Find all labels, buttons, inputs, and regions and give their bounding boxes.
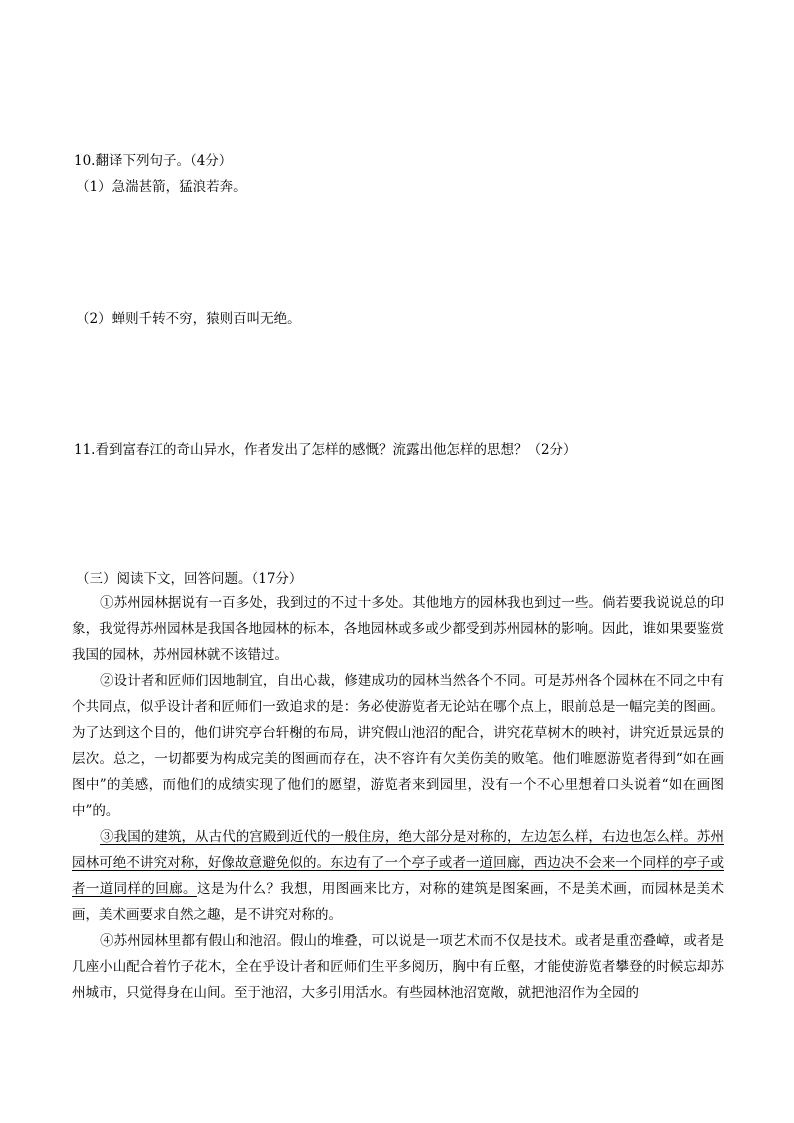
paragraph-1-text: ①苏州园林据说有一百多处，我到过的不过十多处。其他地方的园林我也到过一些。倘若要我说说总的印象，我觉得苏州园林是我国各地园林的标本，各地园林或多或少都受到苏州园林的影响。因此，谁如果要鉴赏我国的园林，苏州园林就不该错过。: [72, 595, 724, 663]
q10-sub1: （1）急湍甚箭，猛浪若奔。: [76, 179, 247, 195]
paragraph-4: [72, 928, 724, 1006]
paragraph-2: [72, 668, 724, 824]
paragraph-3-rest: 这是为什么？我想，用图画来比方，对称的建筑是图案画，不是美术画，而园林是美术画，美术画要求自然之趣，是不讲究对称的。: [72, 881, 725, 923]
q10-sub2: （2）蝉则千转不穷，猿则百叫无绝。: [76, 311, 301, 327]
paragraph-3: [72, 824, 724, 928]
paragraph-1: [72, 590, 724, 668]
paragraph-4-text: ④苏州园林里都有假山和池沼。假山的堆叠，可以说是一项艺术而不仅是技术。或者是重峦叠嶂，或者是几座小山配合着竹子花木，全在乎设计者和匠师们生平多阅历，胸中有丘壑，才能使游览者攀登的时候忘却苏州城市，只觉得身在山间。至于池沼，大多引用活水。有些园林池沼宽敞，就把池沼作为全园的: [72, 933, 724, 1001]
paragraph-2-text: ②设计者和匠师们因地制宜，自出心裁，修建成功的园林当然各个不同。可是苏州各个园林在不同之中有个共同点，似乎设计者和匠师们一致追求的是：务必使游览者无论站在哪个点上，眼前总是一幅完美的图画。为了达到这个目的，他们讲究亭台轩榭的布局，讲究假山池沼的配合，讲究花草树木的映衬，讲究近景远景的层次。总之，一切都要为构成完美的图画而存在，决不容许有欠美伤美的败笔。他们唯愿游览者得到“如在画图中”的美感，而他们的成绩实现了他们的愿望，游览者来到园里，没有一个不心里想着口头说着“如在画图中”的。: [72, 673, 724, 819]
paragraph-3-underlined: ③我国的建筑，从古代的宫殿到近代的一般住房，绝大部分是对称的，左边怎么样，右边也怎么样。苏州园林可绝不讲究对称，好像故意避免似的。东边有了一个亭子或者一道回廊，西边决不会来一个同样的亭子或者一道同样的回廊。: [72, 829, 724, 897]
section3-heading: （三）阅读下文，回答问题。（17分）: [76, 571, 303, 587]
q10-title: 10.翻译下列句子。（4分）: [74, 153, 233, 169]
q11-title: 11.看到富春江的奇山异水，作者发出了怎样的感慨？流露出他怎样的思想？（2分）: [74, 442, 577, 458]
